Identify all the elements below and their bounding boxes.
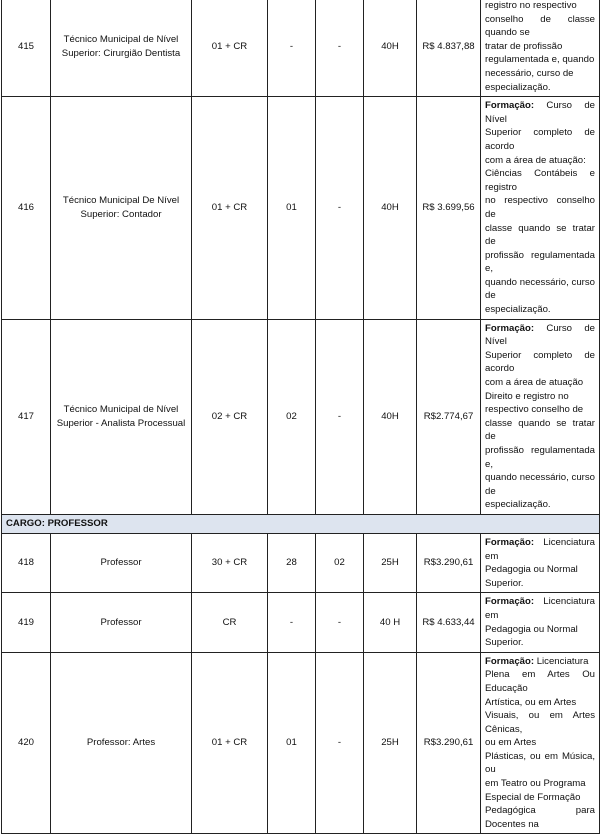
afro-vacancies-cell: - [316, 319, 364, 514]
vacancies-cell: 30 + CR [192, 533, 268, 592]
requirement-text: ou em Artes [485, 737, 537, 749]
requirement-text: especialização. [485, 304, 551, 316]
position-title-cell [51, 0, 192, 97]
requirement-text: quando necessário, curso de [485, 276, 595, 302]
salary-cell: R$3.290,61 [417, 652, 481, 834]
workload-cell: 40H [364, 319, 417, 514]
requirement-text: conselho de classe quando se [485, 13, 595, 39]
section-header-row [2, 514, 600, 533]
afro-vacancies-cell: - [316, 0, 364, 97]
position-title-line: Superior - Analista Processual [56, 417, 186, 429]
requirement-text: Plásticas, ou em Música, ou [485, 750, 595, 776]
position-title-line: Técnico Municipal de Nível [63, 404, 179, 416]
requirement-text: registro no respectivo [485, 0, 577, 11]
pcd-vacancies-cell: 28 [268, 533, 316, 592]
code-cell: 419 [2, 593, 51, 652]
positions-table [1, 0, 600, 834]
workload-cell: 40 H [364, 593, 417, 652]
requirements-cell [481, 97, 600, 320]
requirement-text: Licenciatura em [485, 536, 595, 562]
position-title-line: Superior: Contador [80, 208, 162, 220]
vacancies-cell: 01 + CR [192, 652, 268, 834]
code-cell: 418 [2, 533, 51, 592]
afro-vacancies-cell: 02 [316, 533, 364, 592]
afro-vacancies-cell: - [316, 97, 364, 320]
position-title-line: Professor [100, 557, 142, 569]
position-title-line: Técnico Municipal De Nível [62, 195, 180, 207]
requirement-text: Visuais, ou em Artes Cênicas, [485, 710, 595, 735]
formacao-label: Formação: [485, 322, 535, 334]
table-row [2, 652, 600, 834]
workload-cell: 40H [364, 0, 417, 97]
requirements-cell [481, 593, 600, 652]
requirement-text: Superior. [485, 637, 524, 649]
position-title-cell [51, 97, 192, 320]
code-cell: 420 [2, 652, 51, 834]
vacancies-cell: 02 + CR [192, 319, 268, 514]
workload-cell: 40H [364, 97, 417, 320]
requirement-text: classe quando se tratar de [485, 222, 595, 248]
formacao-label: Formação: [485, 536, 535, 548]
requirement-text: especialização. [485, 499, 551, 511]
requirement-text: Pedagogia ou Normal [485, 564, 578, 576]
position-title-line: Superior: Cirurgião Dentista [61, 47, 181, 59]
requirement-text: Licenciatura [534, 655, 589, 667]
position-title-line: Professor: Artes [86, 737, 156, 749]
pcd-vacancies-cell: 01 [268, 97, 316, 320]
salary-cell: R$ 4.633,44 [417, 593, 481, 652]
position-title-cell [51, 652, 192, 834]
requirement-text: respectivo conselho de [485, 404, 584, 416]
position-title-line: Professor [100, 616, 142, 628]
requirement-text: profissão regulamentada e, [485, 445, 595, 470]
vacancies-cell: 01 + CR [192, 0, 268, 97]
afro-vacancies-cell: - [316, 652, 364, 834]
position-title-cell [51, 593, 192, 652]
table-row [2, 97, 600, 320]
table-row [2, 319, 600, 514]
requirement-text: necessário, curso de [485, 67, 574, 79]
requirement-text: Direito e registro no [485, 390, 569, 402]
requirement-text: Pedagogia ou Normal [485, 623, 578, 635]
pcd-vacancies-cell: 02 [268, 319, 316, 514]
requirement-text: Curso de Nível [485, 100, 595, 125]
requirement-text: Licenciatura em [485, 596, 595, 621]
requirements-cell [481, 533, 600, 592]
requirement-text: quando necessário, curso de [485, 472, 595, 497]
position-title-line: Técnico Municipal de Nível [63, 33, 179, 45]
pcd-vacancies-cell: - [268, 0, 316, 97]
table-row [2, 533, 600, 592]
pcd-vacancies-cell: 01 [268, 652, 316, 834]
code-cell: 417 [2, 319, 51, 514]
code-cell: 416 [2, 97, 51, 320]
requirement-text: Plena em Artes Ou Educação [485, 669, 595, 694]
requirement-text: Curso de Nível [485, 322, 595, 348]
requirement-text: tratar de profissão [485, 40, 563, 52]
formacao-label: Formação: [485, 100, 535, 112]
salary-cell: R$2.774,67 [417, 319, 481, 514]
requirement-text: Pedagógica para Docentes na [485, 805, 595, 830]
requirement-text: Superior completo de acordo [485, 127, 595, 152]
table-row [2, 0, 600, 97]
requirement-text: com a área de atuação: [485, 154, 586, 166]
workload-cell: 25H [364, 652, 417, 834]
requirement-text: Especial de Formação [485, 791, 581, 803]
workload-cell: 25H [364, 533, 417, 592]
salary-cell: R$ 4.837,88 [417, 0, 481, 97]
requirement-text: Ciências Contábeis e registro [485, 168, 595, 193]
salary-cell: R$3.290,61 [417, 533, 481, 592]
section-title: CARGO: PROFESSOR [2, 514, 600, 533]
pcd-vacancies-cell: - [268, 593, 316, 652]
code-cell: 415 [2, 0, 51, 97]
position-title-cell [51, 533, 192, 592]
requirement-text: Superior completo de acordo [485, 349, 595, 375]
requirement-text: no respectivo conselho de [485, 195, 595, 220]
requirement-text: em Teatro ou Programa [485, 778, 586, 790]
salary-cell: R$ 3.699,56 [417, 97, 481, 320]
requirements-cell [481, 652, 600, 834]
requirement-text: regulamentada e, quando [485, 54, 595, 66]
table-row [2, 593, 600, 652]
requirement-text: profissão regulamentada e, [485, 249, 595, 275]
requirements-cell [481, 319, 600, 514]
requirement-text: com a área de atuação [485, 377, 584, 389]
vacancies-cell: 01 + CR [192, 97, 268, 320]
formacao-label: Formação: [485, 655, 535, 667]
requirements-cell [481, 0, 600, 97]
formacao-label: Formação: [485, 596, 535, 608]
vacancies-cell: CR [192, 593, 268, 652]
requirement-text: classe quando se tratar de [485, 417, 595, 443]
afro-vacancies-cell: - [316, 593, 364, 652]
requirement-text: Artística, ou em Artes [485, 696, 577, 708]
requirement-text: Superior. [485, 577, 524, 589]
requirement-text: especialização. [485, 81, 551, 93]
position-title-cell [51, 319, 192, 514]
